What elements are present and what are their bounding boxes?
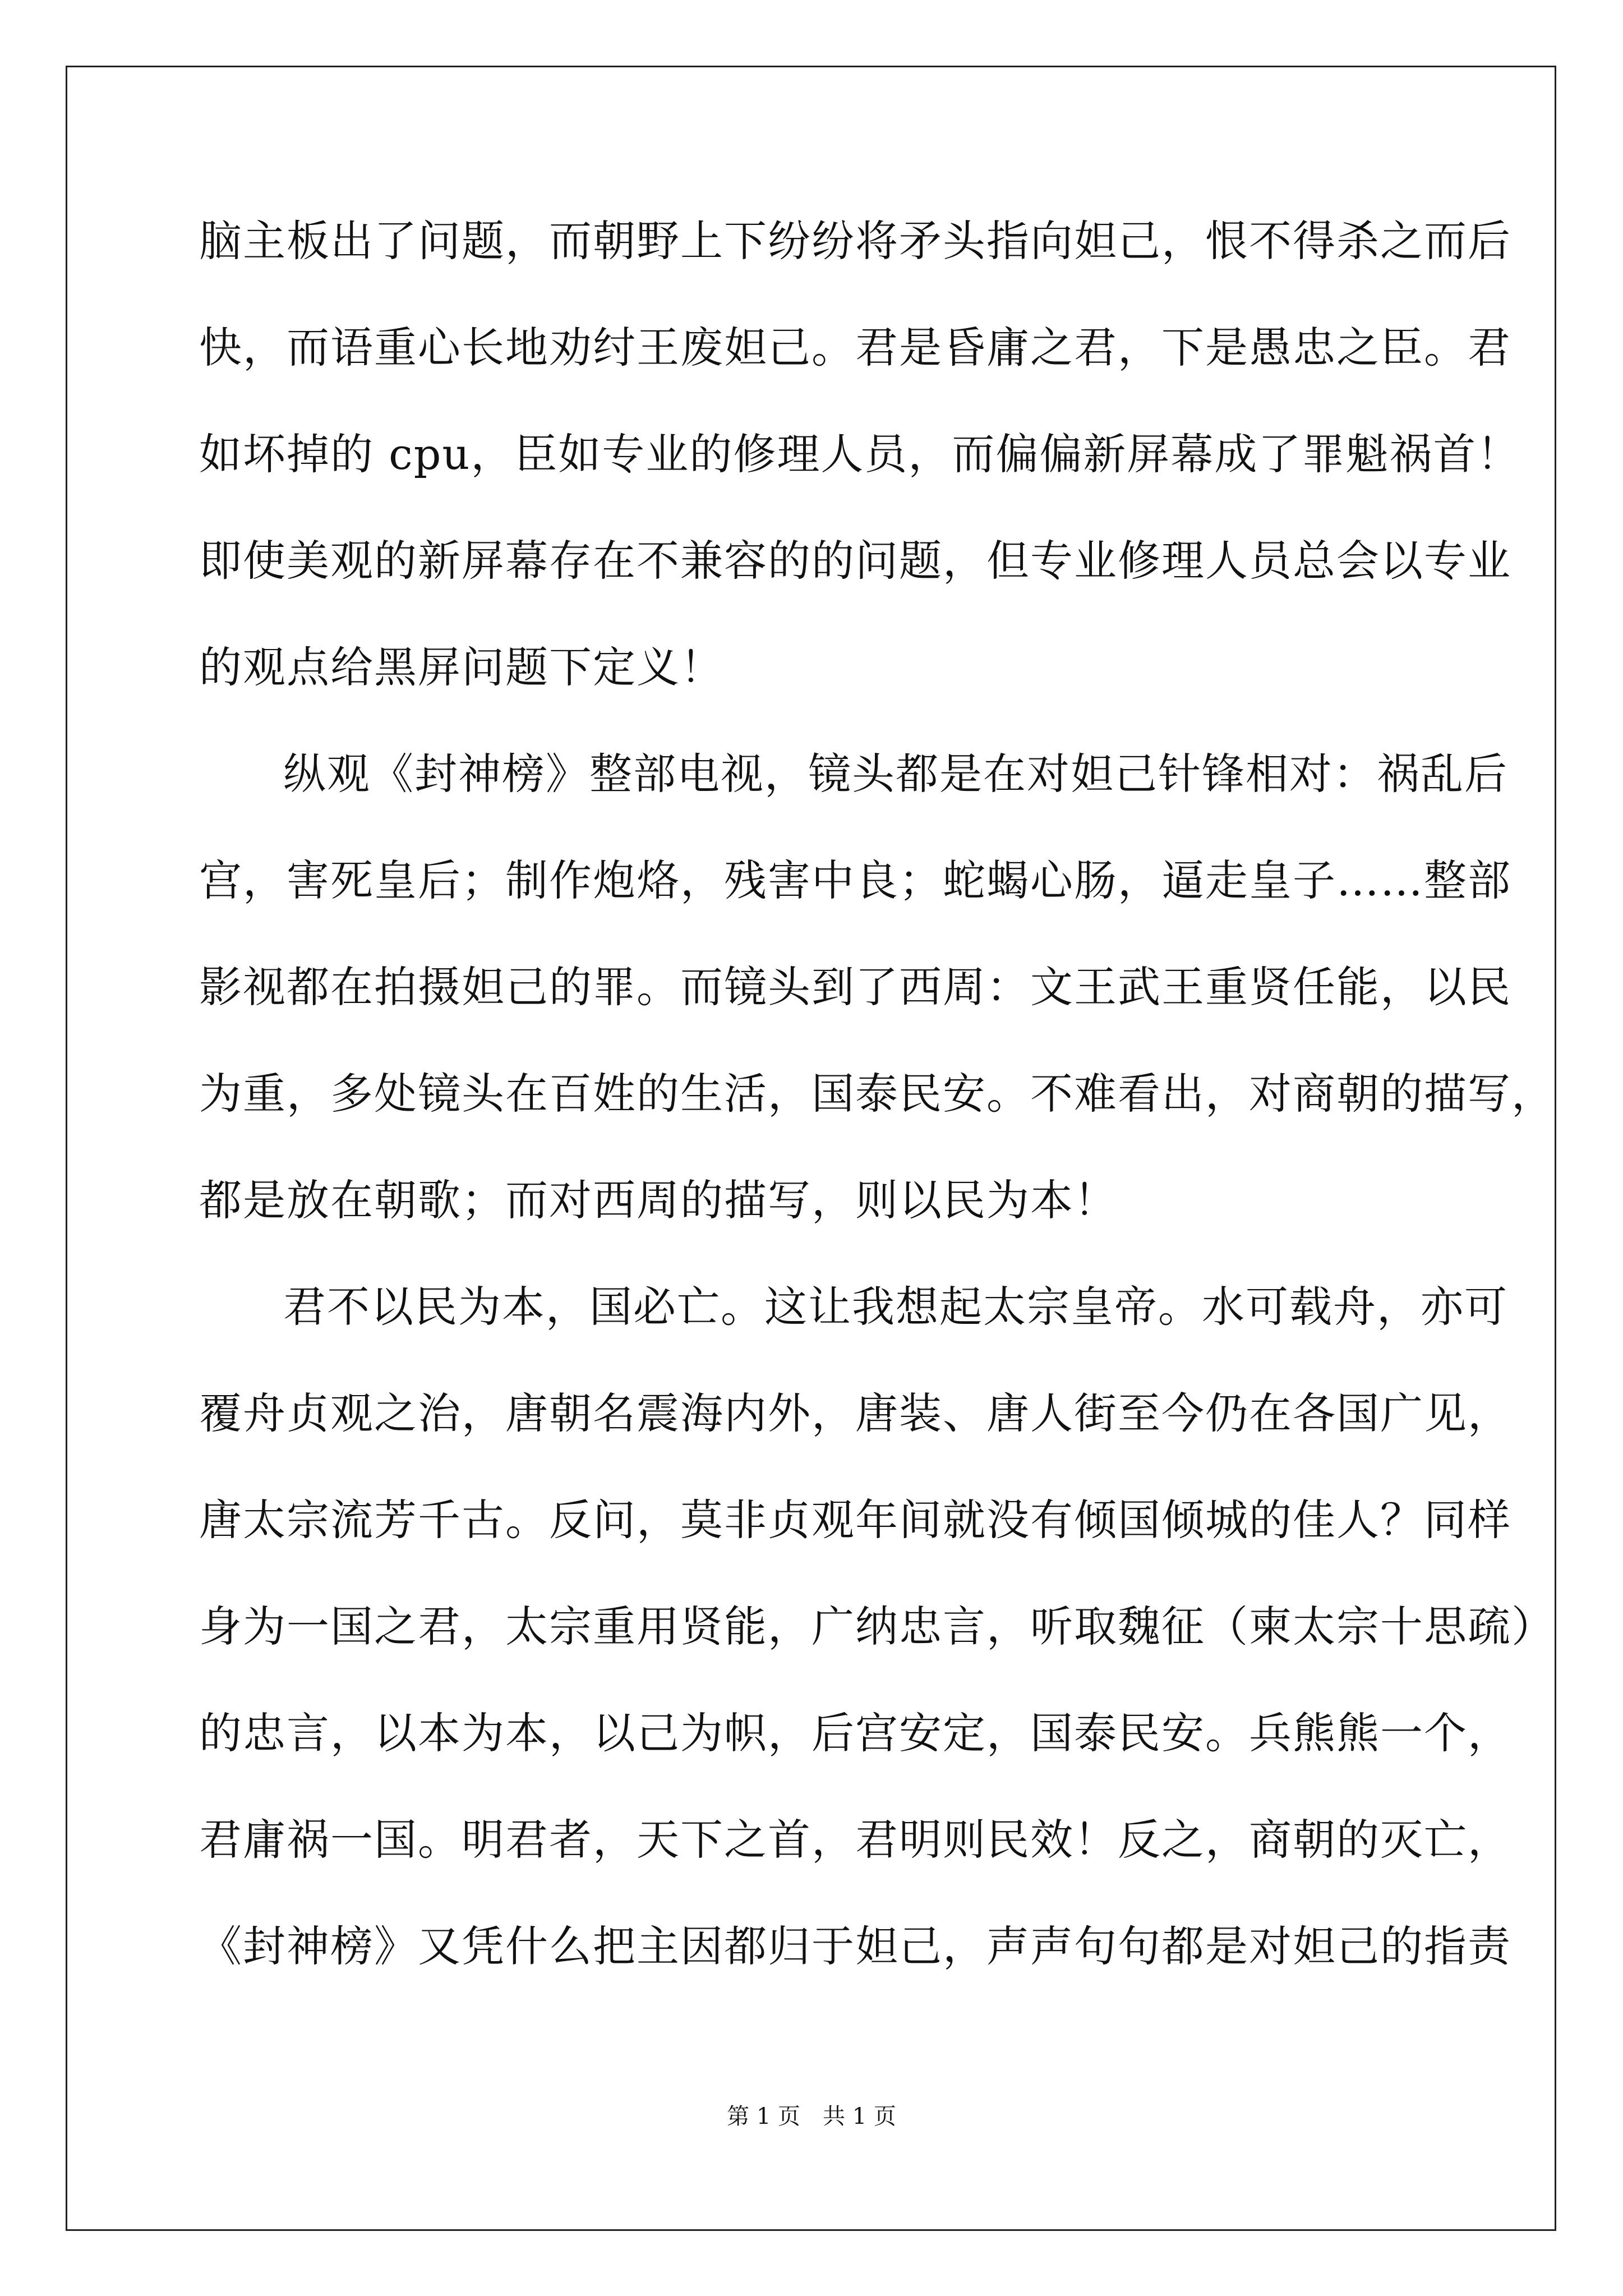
text-line: 身为一国之君，太宗重用贤能，广纳忠言，听取魏征（柬太宗十思疏） [199, 1602, 1555, 1651]
text-line: 的忠言，以本为本，以己为帜，后宫安定，国泰民安。兵熊熊一个， [199, 1708, 1511, 1758]
text-line: 覆舟贞观之治，唐朝名震海内外，唐装、唐人街至今仍在各国广见， [199, 1388, 1511, 1438]
text-line: 影视都在拍摄妲己的罪。而镜头到了西周：文王武王重贤任能，以民 [199, 962, 1511, 1012]
text-line: 即使美观的新屏幕存在不兼容的的问题，但专业修理人员总会以专业 [199, 536, 1511, 586]
text-line: 脑主板出了问题，而朝野上下纷纷将矛头指向妲己，恨不得杀之而后 [199, 216, 1511, 266]
text-line: 唐太宗流芳千古。反问，莫非贞观年间就没有倾国倾城的佳人？同样 [199, 1495, 1511, 1545]
text-line: 快，而语重心长地劝纣王废妲己。君是昏庸之君，下是愚忠之臣。君 [199, 323, 1511, 372]
paragraph-first-line: 纵观《封神榜》整部电视，镜头都是在对妲己针锋相对：祸乱后 [283, 749, 1508, 799]
text-line: 君庸祸一国。明君者，天下之首，君明则民效！反之，商朝的灭亡， [199, 1815, 1511, 1865]
page-footer [0, 2102, 1623, 2131]
text-line: 的观点给黑屏问题下定义！ [199, 642, 724, 692]
document-body [199, 208, 1555, 2019]
text-line: 《封神榜》又凭什么把主因都归于妲己，声声句句都是对妲己的指责 [199, 1921, 1511, 1971]
text-line: 为重，多处镜头在百姓的生活，国泰民安。不难看出，对商朝的描写， [199, 1069, 1555, 1119]
paragraph-first-line: 君不以民为本，国必亡。这让我想起太宗皇帝。水可载舟，亦可 [283, 1282, 1508, 1332]
page-number-label: 第 1 页 共 1 页 [727, 2104, 896, 2129]
text-line: 都是放在朝歌；而对西周的描写，则以民为本！ [199, 1175, 1118, 1225]
text-line: 如坏掉的 cpu，臣如专业的修理人员，而偏偏新屏幕成了罪魁祸首！ [199, 429, 1521, 479]
text-line: 宫，害死皇后；制作炮烙，残害中良；蛇蝎心肠，逼走皇子……整部 [199, 855, 1511, 905]
